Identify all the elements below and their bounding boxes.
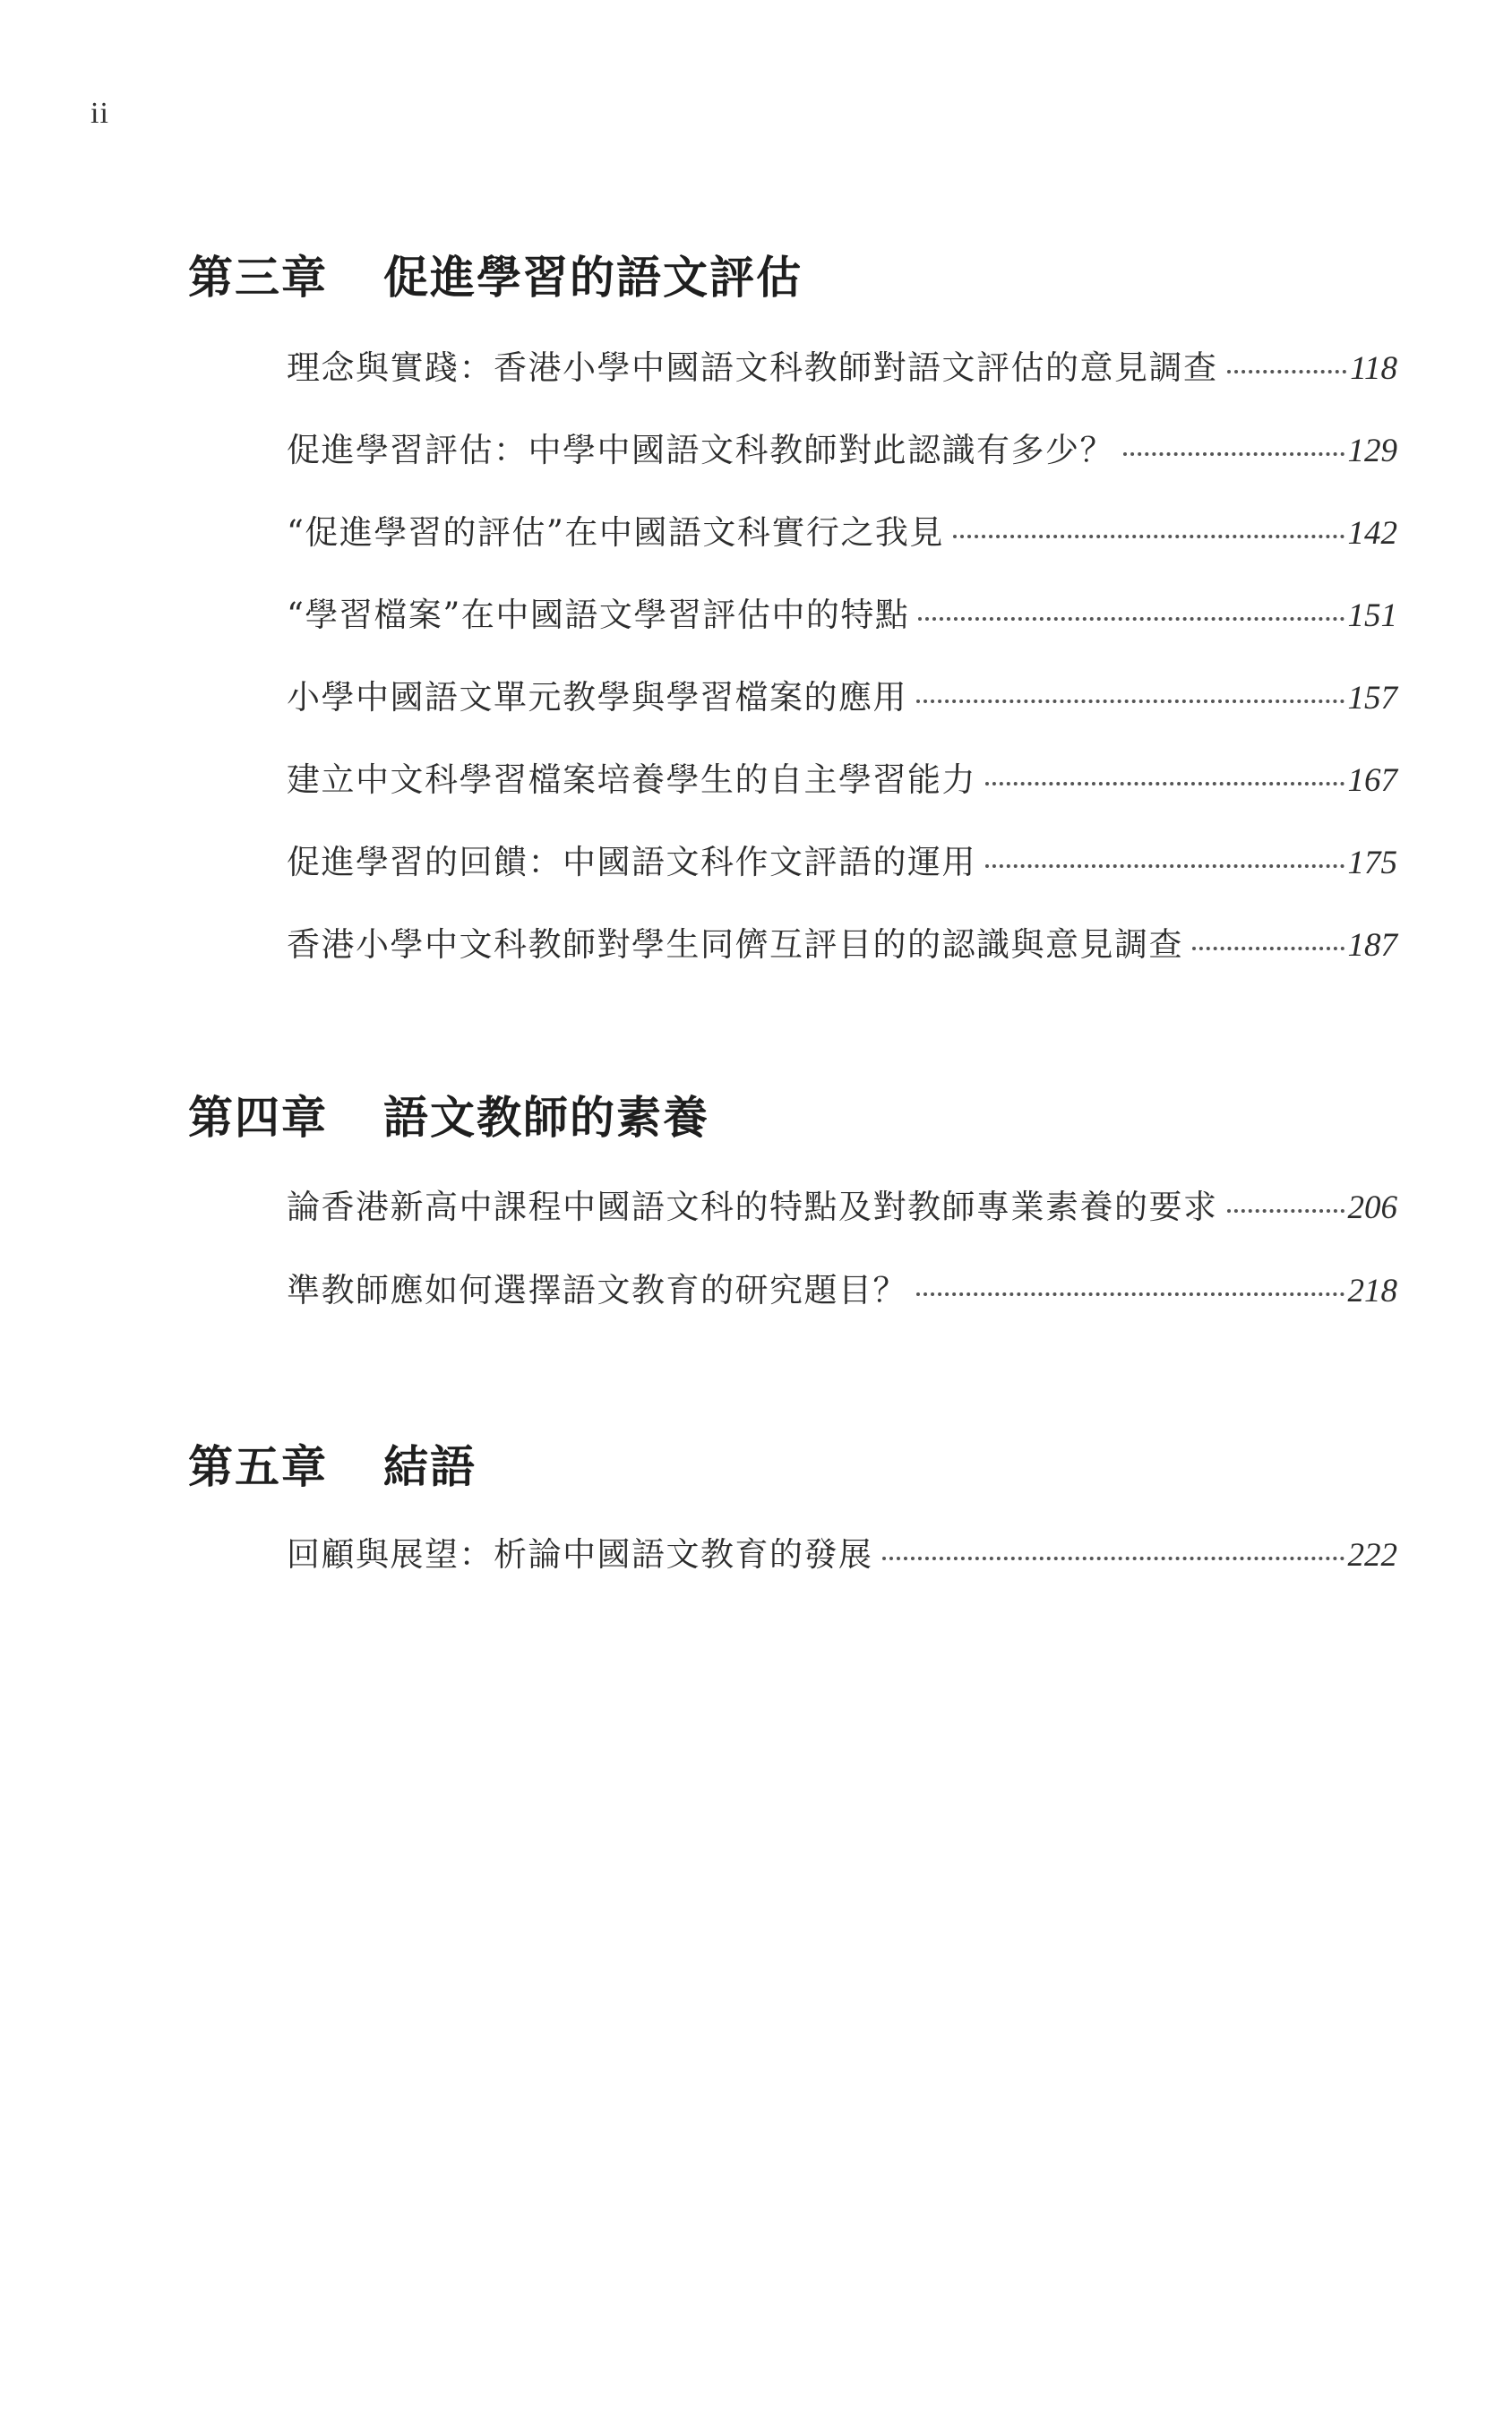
dot-leader: [985, 782, 1344, 786]
toc-entry-page: 222: [1347, 1537, 1397, 1574]
dot-leader: [918, 617, 1344, 621]
chapter-title: 結語: [383, 1441, 477, 1493]
toc-entry-title: 論香港新高中課程中國語文科的特點及對教師專業素養的要求: [287, 1188, 1218, 1226]
toc-entry-title: 香港小學中文科教師對學生同儕互評目的的認識與意見調查: [287, 925, 1183, 964]
chapter-heading: [188, 1082, 709, 1146]
toc-entry-page: 129: [1347, 433, 1397, 469]
toc-entry[interactable]: [287, 1271, 1397, 1309]
chapter-heading: [188, 242, 803, 306]
chapter-number: 第四章: [188, 1092, 328, 1144]
toc-entry-page: 142: [1347, 515, 1397, 552]
chapter-number: 第三章: [188, 252, 328, 304]
dot-leader: [985, 864, 1344, 868]
toc-entry-title: 建立中文科學習檔案培養學生的自主學習能力: [287, 760, 976, 799]
toc-entry-page: 167: [1347, 762, 1397, 799]
toc-entry[interactable]: [287, 925, 1397, 964]
toc-entry[interactable]: [287, 598, 1397, 632]
toc-entry[interactable]: [287, 1535, 1397, 1574]
toc-entry[interactable]: [287, 678, 1397, 717]
toc-entry-page: 187: [1347, 927, 1397, 964]
toc-entry-page: 157: [1347, 680, 1397, 717]
toc-entry[interactable]: [287, 431, 1397, 469]
page-number: ii: [90, 97, 109, 130]
dot-leader: [916, 700, 1344, 703]
toc-entry[interactable]: [287, 760, 1397, 799]
toc-entry-title: 小學中國語文單元教學與學習檔案的應用: [287, 678, 907, 717]
dot-leader: [953, 535, 1344, 538]
chapter-title: 語文教師的素養: [383, 1092, 709, 1144]
dot-leader: [1192, 947, 1344, 950]
chapter-heading: [188, 1431, 477, 1496]
toc-entry-title: 促進學習的回饋：中國語文科作文評語的運用: [287, 843, 976, 881]
toc-entry-page: 206: [1347, 1189, 1397, 1226]
dot-leader: [1227, 1209, 1344, 1213]
toc-entry-page: 118: [1350, 350, 1397, 387]
toc-entry-title: 回顧與展望：析論中國語文教育的發展: [287, 1535, 873, 1574]
toc-entry-title: 準教師應如何選擇語文教育的研究題目？: [287, 1271, 907, 1309]
toc-entry-page: 151: [1347, 597, 1397, 634]
dot-leader: [1123, 452, 1344, 456]
toc-entry-title: 促進學習評估：中學中國語文科教師對此認識有多少？: [287, 431, 1114, 469]
toc-entry-page: 175: [1347, 845, 1397, 881]
dot-leader: [882, 1557, 1344, 1560]
toc-entry-page: 218: [1347, 1273, 1397, 1309]
chapter-number: 第五章: [188, 1441, 328, 1493]
toc-entry-title: 理念與實踐：香港小學中國語文科教師對語文評估的意見調查: [287, 348, 1218, 387]
dot-leader: [916, 1292, 1344, 1296]
dot-leader: [1227, 370, 1347, 373]
chapter-title: 促進學習的語文評估: [383, 252, 803, 304]
toc-entry[interactable]: [287, 348, 1397, 387]
toc-entry-title: “促進學習的評估”在中國語文科實行之我見: [287, 513, 944, 552]
toc-entry[interactable]: [287, 843, 1397, 881]
toc-entry[interactable]: [287, 513, 1397, 552]
toc-entry[interactable]: [287, 1190, 1397, 1224]
toc-entry-title: “學習檔案”在中國語文學習評估中的特點: [287, 596, 910, 634]
